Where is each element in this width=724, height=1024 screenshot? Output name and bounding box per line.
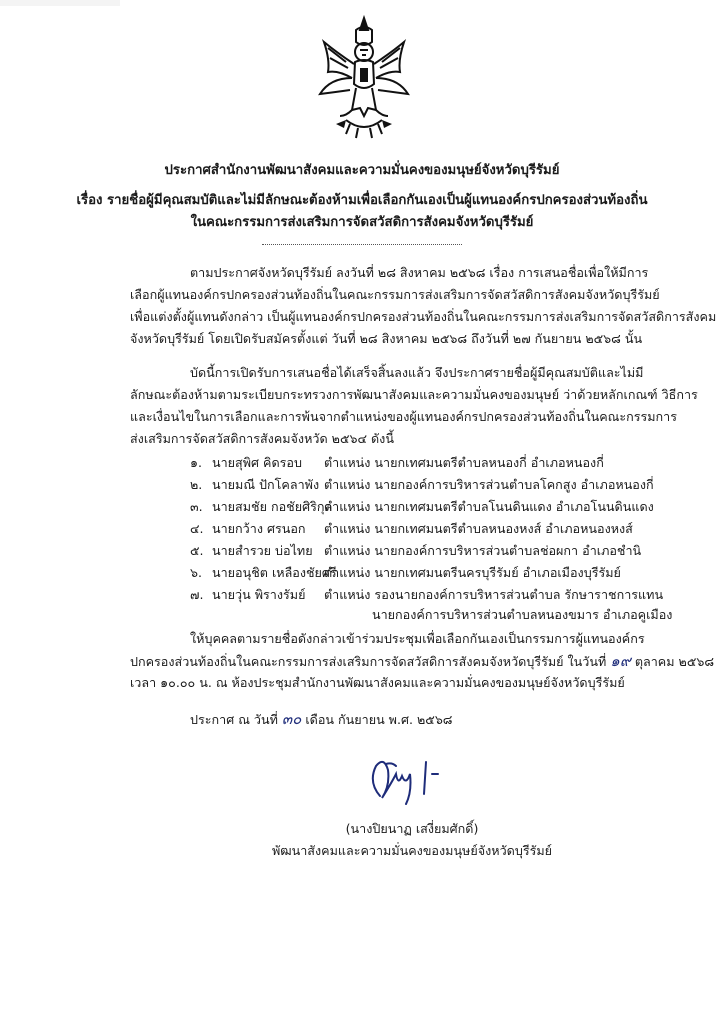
paragraph-1-line-1: ตามประกาศจังหวัดบุรีรัมย์ ลงวันที่ ๒๘ สิงหาคม ๒๕๖๘ เรื่อง การเสนอชื่อเพื่อให้มีการ bbox=[190, 265, 649, 280]
handwritten-meeting-day: ๑๙ bbox=[610, 652, 631, 670]
candidate-position: ตำแหน่ง นายกเทศมนตรีตำบลหนองกี่ อำเภอหนองกี่ bbox=[324, 455, 604, 470]
list-item bbox=[190, 520, 306, 538]
paragraph-2-line-3: และเงื่อนไขในการเลือกและการพ้นจากตำแหน่งของผู้แทนองค์กรปกครองส่วนท้องถิ่นในคณะกรรมการ bbox=[130, 409, 678, 424]
paragraph-3-line-1: ให้บุคคลตามรายชื่อดังกล่าวเข้าร่วมประชุมเพื่อเลือกกันเองเป็นกรรมการผู้แทนองค์กร bbox=[190, 631, 645, 646]
paragraph-1-line-2: เลือกผู้แทนองค์กรปกครองส่วนท้องถิ่นในคณะกรรมการส่งเสริมการจัดสวัสดิการสังคมจังหวัดบุรีรัมย์ bbox=[130, 287, 660, 302]
paragraph-3-line-3: เวลา ๑๐.๐๐ น. ณ ห้องประชุมสำนักงานพัฒนาสังคมและความมั่นคงของมนุษย์จังหวัดบุรีรัมย์ bbox=[130, 675, 625, 690]
candidate-name: นายอนุชิต เหลืองชัยศรี bbox=[212, 565, 337, 580]
candidate-name: นายมณี ปักโคลาพัง bbox=[212, 477, 320, 492]
date-prefix: ประกาศ ณ วันที่ bbox=[190, 712, 278, 727]
item-number: ๗. bbox=[190, 587, 204, 602]
garuda-emblem-icon bbox=[316, 12, 412, 142]
list-item bbox=[190, 542, 313, 560]
paragraph-3-line-2 bbox=[130, 652, 714, 671]
candidate-position: ตำแหน่ง รองนายกองค์การบริหารส่วนตำบล รักษาราชการแทน bbox=[324, 587, 664, 602]
candidate-name: นายกว้าง ศรนอก bbox=[212, 521, 306, 536]
signer-title: พัฒนาสังคมและความมั่นคงของมนุษย์จังหวัดบุรีรัมย์ bbox=[271, 843, 553, 858]
paragraph-1-line-3: เพื่อแต่งตั้งผู้แทนดังกล่าว เป็นผู้แทนองค์กรปกครองส่วนท้องถิ่นในคณะกรรมการส่งเสริมการจัดสวัสดิการสังคม bbox=[130, 309, 717, 324]
dotted-divider bbox=[262, 244, 462, 245]
meeting-month: ตุลาคม ๒๕๖๘ bbox=[634, 654, 715, 669]
item-number: ๒. bbox=[190, 477, 203, 492]
candidate-position: ตำแหน่ง นายกเทศมนตรีตำบลหนองหงส์ อำเภอหนองหงส์ bbox=[324, 521, 633, 536]
handwritten-day: ๓๐ bbox=[281, 710, 302, 728]
signer-name: (นางปิยนาฏ เสงี่ยมศักดิ์) bbox=[345, 821, 479, 836]
candidate-name: นายสุพิศ คิดรอบ bbox=[212, 455, 302, 470]
candidate-name: นายวุ่น พิรางรัมย์ bbox=[212, 587, 306, 602]
item-number: ๔. bbox=[190, 521, 204, 536]
candidate-position: ตำแหน่ง นายกองค์การบริหารส่วนตำบลโคกสูง อำเภอหนองกี่ bbox=[324, 477, 654, 492]
paragraph-2-line-2: ลักษณะต้องห้ามตามระเบียบกระทรวงการพัฒนาสังคมและความมั่นคงของมนุษย์ ว่าด้วยหลักเกณฑ์ วิธีการ bbox=[130, 387, 698, 402]
list-item bbox=[190, 564, 337, 582]
meeting-text: ปกครองส่วนท้องถิ่นในคณะกรรมการส่งเสริมการจัดสวัสดิการสังคมจังหวัดบุรีรัมย์ ในวันที่ bbox=[130, 654, 607, 669]
item-number: ๑. bbox=[190, 455, 202, 470]
item-number: ๕. bbox=[190, 543, 204, 558]
announcement-title: ประกาศสำนักงานพัฒนาสังคมและความมั่นคงของมนุษย์จังหวัดบุรีรัมย์ bbox=[164, 163, 560, 178]
paragraph-2-line-4: ส่งเสริมการจัดสวัสดิการสังคมจังหวัด ๒๕๖๔ ดังนี้ bbox=[130, 431, 394, 446]
candidate-position: ตำแหน่ง นายกเทศมนตรีนครบุรีรัมย์ อำเภอเมืองบุรีรัมย์ bbox=[324, 565, 621, 580]
paragraph-1-line-4: จังหวัดบุรีรัมย์ โดยเปิดรับสมัครตั้งแต่ วันที่ ๒๘ สิงหาคม ๒๕๖๘ ถึงวันที่ ๒๗ กันยายน ๒๕๖๘ นั้น bbox=[130, 331, 643, 346]
candidate-position: ตำแหน่ง นายกองค์การบริหารส่วนตำบลช่อผกา อำเภอชำนิ bbox=[324, 543, 642, 558]
list-item bbox=[190, 586, 305, 604]
handwritten-signature bbox=[362, 752, 462, 808]
candidate-position: ตำแหน่ง นายกเทศมนตรีตำบลโนนดินแดง อำเภอโนนดินแดง bbox=[324, 499, 654, 514]
subject-line: เรื่อง รายชื่อผู้มีคุณสมบัติและไม่มีลักษณะต้องห้ามเพื่อเลือกกันเองเป็นผู้แทนองค์กรปกครองส่วนท้องถิ่น bbox=[76, 193, 648, 208]
subject-line-continued: ในคณะกรรมการส่งเสริมการจัดสวัสดิการสังคมจังหวัดบุรีรัมย์ bbox=[190, 215, 534, 230]
candidate-name: นายสมชัย กอชัยศิริกุล bbox=[212, 499, 333, 514]
item-number: ๖. bbox=[190, 565, 202, 580]
announcement-date bbox=[190, 710, 453, 729]
candidate-position-continued: นายกองค์การบริหารส่วนตำบลหนองขมาร อำเภอคูเมือง bbox=[372, 607, 673, 622]
date-suffix: เดือน กันยายน พ.ศ. ๒๕๖๘ bbox=[305, 712, 453, 727]
candidate-name: นายสำรวย บ่อไทย bbox=[212, 543, 313, 558]
scan-artifact bbox=[0, 0, 120, 14]
list-item bbox=[190, 498, 332, 516]
paragraph-2-line-1: บัดนี้การเปิดรับการเสนอชื่อได้เสร็จสิ้นลงแล้ว จึงประกาศรายชื่อผู้มีคุณสมบัติและไม่มี bbox=[190, 365, 644, 380]
list-item bbox=[190, 454, 302, 472]
item-number: ๓. bbox=[190, 499, 203, 514]
list-item bbox=[190, 476, 319, 494]
